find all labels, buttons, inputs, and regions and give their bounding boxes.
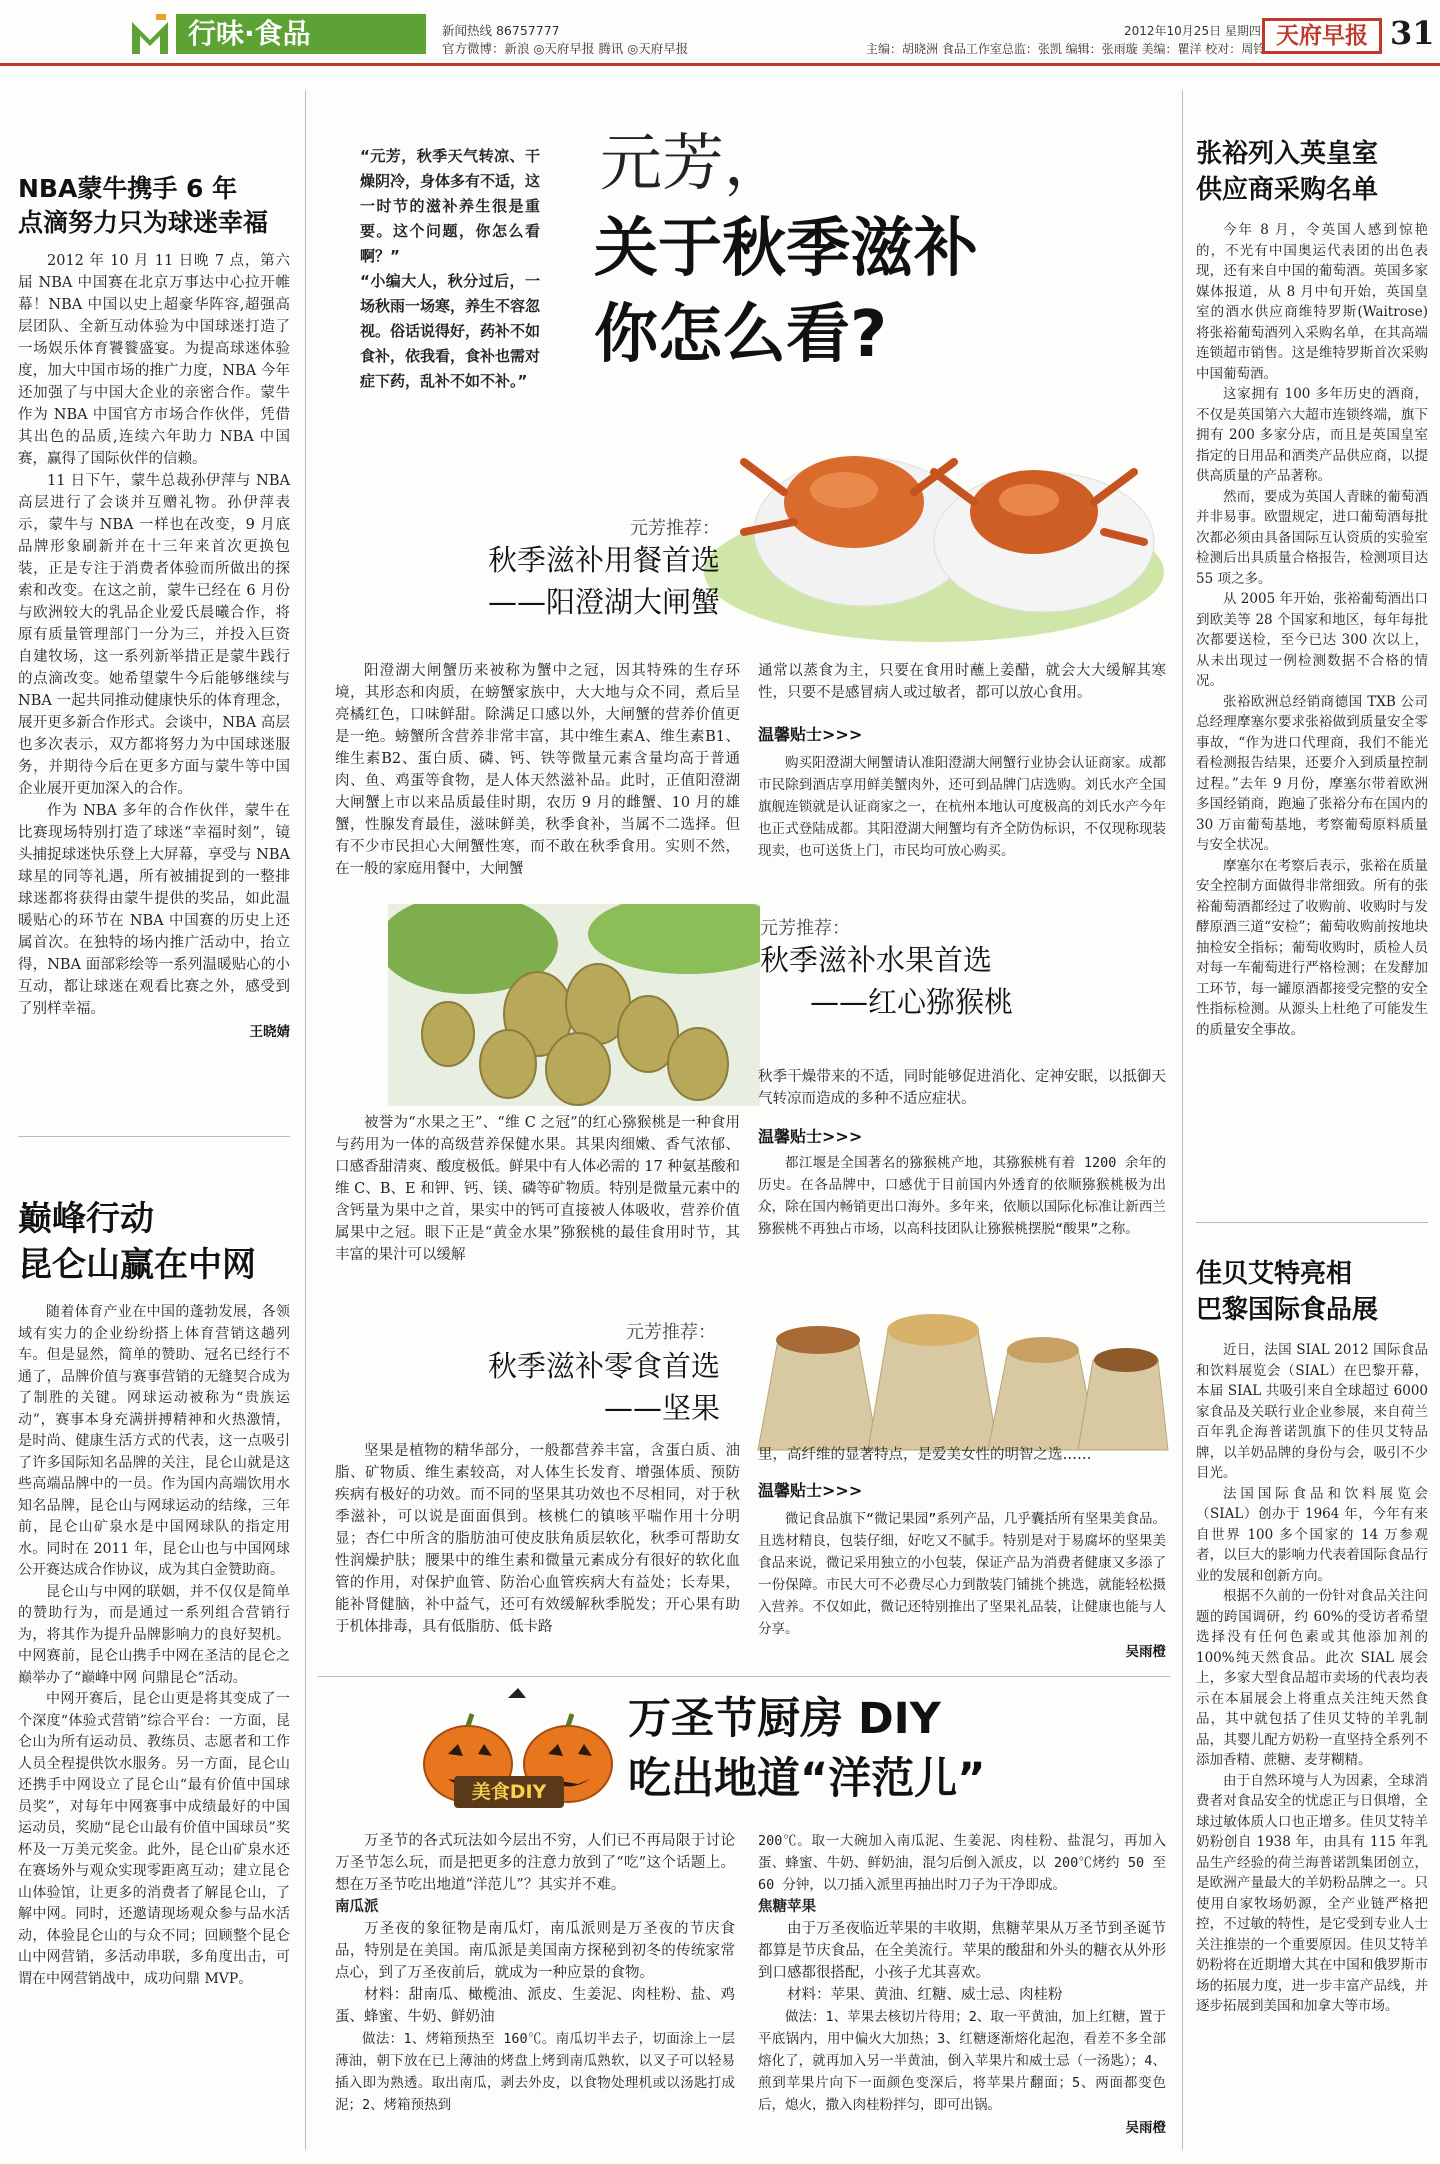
kunlun-article: [18, 1196, 290, 1990]
feature-title-3: 你怎么看?: [594, 298, 888, 372]
kunlun-para-1: 随着体育产业在中国的蓬勃发展，各领域有实力的企业纷纷搭上体育营销这趟列车。但是显然，简单的赞助、冠名已经行不通了，品牌价值与赛事营销的无缝契合成为了制胜的关键。网球运动被称为“贵族运动”，赛事本身充满拼搏精神和火热激情，是时尚、健康生活方式的代表，这一点吸引了许多国际知名品牌的关注，昆仑山就是这些高端品牌中的一员。作为国内高端饮用水知名品牌，昆仑山与网球运动的结缘，三年前，昆仑山矿泉水是中国网球队的指定用水。同时在 2011 年，昆仑山也与中国网球公开赛达成合作协议，成为其白金赞助商。: [18, 1304, 290, 1578]
pumpkin-title: 南瓜派: [335, 1899, 379, 1915]
bellamy-para-3: 根据不久前的一份针对食品关注问题的跨国调研，约 60%的受访者希望选择没有任何色素或其他添加剂的 100%纯天然食品。此次 SIAL 展会上，多家大型食品超市卖场的代表均表示在本届展会上将重点关注纯天然食品，其中就包括了佳贝艾特的羊乳制品，其婴儿配方奶粉一直坚持全系列不添加香精、蔗糖、麦芽糊精。: [1196, 1588, 1428, 1768]
nuts-rec-label: 元芳推荐：: [626, 1322, 716, 1343]
nba-headline-2: 点滴努力只为球迷幸福: [18, 208, 269, 237]
diy-col-2: [758, 1830, 1166, 2136]
crab-body-b: 通常以蒸食为主，只要在食用时蘸上姜醋，就会大大缓解其寒性，只要不是感冒病人或过敏者，都可以放心食用。: [758, 663, 1166, 701]
pumpkin-materials: 材料：甜南瓜、橄榄油、派皮、生姜泥、肉桂粉、盐、鸡蛋、蜂蜜、牛奶、鲜奶油: [335, 1987, 735, 2025]
pumpkin-steps: 做法：1、烤箱预热至 160℃。南瓜切半去子，切面涂上一层薄油，朝下放在已上薄油的烤盘上烤到南瓜熟软，以叉子可以轻易插入即为熟透。取出南瓜，剥去外皮，以食物处理机或以汤匙打成泥；2、烤箱预热到: [335, 2031, 735, 2113]
staff-credits: 主编：胡晓洲 食品工作室总监：张凯 编辑：张雨璇 美编：瞿洋 校对：周铃: [866, 42, 1266, 56]
nuts-rec-title: 秋季滋补零食首选: [487, 1349, 720, 1383]
diy-headline-1: 万圣节厨房 DIY: [628, 1694, 941, 1744]
crab-photo: [684, 372, 1172, 648]
apple-desc: 由于万圣夜临近苹果的丰收期，焦糖苹果从万圣节到圣诞节都算是节庆食品，在全美流行。苹果的酸甜和外头的糖衣从外形到口感都很搭配，小孩子尤其喜欢。: [758, 1921, 1166, 1981]
pumpkin-steps-cont: 200℃。取一大碗加入南瓜泥、生姜泥、肉桂粉、盐混匀，再加入蛋、蜂蜜、牛奶、鲜奶油，混匀后倒入派皮，以 200℃烤约 50 至 60 分钟，以刀插入派里再抽出时刀子为干净即成。: [758, 1833, 1166, 1893]
diy-col-1: [335, 1830, 735, 2116]
divider: [318, 1676, 1170, 1677]
hotline: 新闻热线 86757777: [442, 23, 560, 38]
kiwi-body-a: 被誉为“水果之王”、“维 C 之冠”的红心猕猴桃是一种食用与药用为一体的高级营养保健水果。其果肉细嫩、香气浓郁、口感香甜清爽、酸度极低。鲜果中有人体必需的 17 种氨基酸和维 C、B、E 和钾、钙、镁、磷等矿物质。特别是微量元素中的含钙量为果中之首，果实中的钙可直接被人体吸收，营养价值属果中之冠。眼下正是“黄金水果”猕猴桃的最佳食用时节，其丰富的果汁可以缓解: [335, 1115, 740, 1263]
issue-date: 2012年10月25日 星期四: [1124, 24, 1261, 38]
kiwi-tip-label: 温馨贴士>>>: [758, 1127, 863, 1146]
nba-para-2: 11 日下午，蒙牛总裁孙伊萍与 NBA 高层进行了会谈并互赠礼物。孙伊萍表示，蒙牛与 NBA 一样也在改变，9 月底品牌形象刷新并在十三年来首次更换包装，正是专注于消费者体验而所做出的探索和改变。在这之前，蒙牛已经在 6 月份与欧洲较大的乳品企业爱氏晨曦合作，将原有质量管理部门一分为三，并投入巨资自建牧场，这一系列新举措正是蒙牛践行的点滴改变。她希望蒙牛今后能够继续与 NBA 一起共同推动健康快乐的体育理念，展开更多新合作形式。会谈中，NBA 高层也多次表示，双方都将努力为中国球迷服务，并期待今后在更多方面与蒙牛等中国企业展开更加深入的合作。: [18, 473, 290, 797]
crab-body-a: 阳澄湖大闸蟹历来被称为蟹中之冠，因其特殊的生存环境，其形态和肉质，在螃蟹家族中，大大地与众不同，煮后呈亮橘红色，口味鲜甜。除满足口感以外，大闸蟹的营养价值更是一绝。螃蟹所含营养非常丰富，其中维生素A、维生素B1、维生素B2、蛋白质、磷、钙、铁等微量元素含量均高于普通肉、鱼、鸡蛋等食物，是人体天然滋补品。此时，正值阳澄湖大闸蟹上市以来品质最佳时期，农历 9 月的雌蟹、10 月的雄蟹，性腺发育最佳，滋味鲜美，秋季食补，当属不二选择。但有不少市民担心大闸蟹性寒，而不敢在秋季食用。实则不然，在一般的家庭用餐中，大闸蟹: [335, 663, 740, 877]
kiwi-tip: 都江堰是全国著名的猕猴桃产地，其猕猴桃有着 1200 余年的历史。在各品牌中，口感优于目前国内外透育的依顺猕猴桃极为出众，除在国内畅销更出口海外。多年来，依顺以国际化标准让新西兰猕猴桃不再独占市场，以高科技团队让猕猴桃摆脱“酸果”之称。: [758, 1155, 1166, 1237]
kiwi-body-b: 秋季干燥带来的不适，同时能够促进消化、定神安眠，以抵御天气转凉而造成的多种不适应症状。: [758, 1069, 1166, 1107]
crab-rec-subtitle: ——阳澄湖大闸蟹: [487, 585, 720, 619]
feature-title-1: 元芳，: [600, 126, 787, 199]
apple-materials: 材料：苹果、黄油、红糖、威士忌、肉桂粉: [787, 1987, 1063, 2003]
crab-rec-title: 秋季滋补用餐首选: [487, 543, 720, 577]
diy-author: 吴雨橙: [1125, 2120, 1166, 2136]
nuts-author: 吴雨橙: [1125, 1644, 1166, 1660]
kunlun-headline-1: 巅峰行动: [18, 1199, 154, 1239]
crab-tip-label: 温馨贴士>>>: [758, 725, 863, 744]
wine-para-6: 摩塞尔在考察后表示，张裕在质量安全控制方面做得非常细致。所有的张裕葡萄酒都经过了收购前、收购时与发酵原酒三道“安检”；葡萄收购前按地块抽检安全指标；葡萄收购时，质检人员对每一车葡萄进行严格检测；在发酵加工环节，每一罐原酒都接受完整的安全性指标检测。从源头上杜绝了可能发生的质量安全事故。: [1196, 857, 1428, 1038]
nba-para-1: 2012 年 10 月 11 日晚 7 点，第六届 NBA 中国赛在北京万事达中心拉开帷幕！NBA 中国以史上超豪华阵容,超强高层团队、全新互动体验为中国球迷打造了一场娱乐体育饕餮盛宴。为提高球迷体验度，加大中国市场的推广力度，NBA 今年还加强了与中国大企业的亲密合作。蒙牛作为 NBA 中国官方市场合作伙伴，凭借其出色的品质,连续六年助力 NBA 中国赛，赢得了国际伙伴的信赖。: [18, 253, 290, 467]
wine-headline-2: 供应商采购名单: [1196, 175, 1379, 205]
nba-author: 王晓婧: [249, 1024, 290, 1040]
dialogue-quote: “元芳，秋季天气转凉、干燥阴冷，身体多有不适，这一时节的滋补养生很是重要。这个问题，你怎么看啊？” “小编大人，秋分过后，一场秋雨一场寒，养生不容忽视。俗话说得好，药补不如食补，依我看，食补也需对症下药，乱补不如不补。”: [360, 147, 541, 390]
bellamy-headline-2: 巴黎国际食品展: [1196, 1295, 1379, 1325]
nba-para-3: 作为 NBA 多年的合作伙伴，蒙牛在比赛现场特别打造了球迷“幸福时刻”，镜头捕捉球迷快乐登上大屏幕，享受与 NBA 球星的同等礼遇，所有被捕捉到的一整排球迷都将获得由蒙牛提供的奖品，如此温暖贴心的环节在 NBA 中国赛的历史上还属首次。在独特的场内推广活动中，抬立得，NBA 面部彩绘等一系列温暖贴心的小互动，都让球迷在观看比赛之外，感受到了别样幸福。: [18, 803, 290, 1017]
wine-para-3: 然而，要成为英国人青睐的葡萄酒并非易事。欧盟规定，进口葡萄酒每批次都必须由具备国际互认资质的实验室检测后出具质量合格报告，检测项目达 55 项之多。: [1196, 488, 1428, 587]
nuts-body-b: 里，高纤维的显著特点，是爱美女性的明智之选……: [758, 1447, 1092, 1463]
nba-article: [18, 172, 290, 1040]
kiwi-rec-subtitle: ——红心猕猴桃: [810, 985, 1014, 1019]
kiwi-rec-title: 秋季滋补水果首选: [760, 943, 993, 977]
nuts-tip-label: 温馨贴士>>>: [758, 1481, 863, 1500]
wine-para-1: 今年 8 月，令英国人感到惊艳的，不光有中国奥运代表团的出色表现，还有来自中国的葡萄酒。英国多家媒体报道，从 8 月中旬开始，英国皇室的酒水供应商维特罗斯(Waitrose)将张裕葡萄酒列入采购名单，在其高端连锁超市销售。这是维特罗斯首次采购中国葡萄酒。: [1196, 222, 1428, 382]
column-divider: [305, 90, 306, 2150]
diy-headline-2: 吃出地道“洋范儿”: [628, 1754, 986, 1804]
crab-tip: 购买阳澄湖大闸蟹请认准阳澄湖大闸蟹行业协会认证商家。成都市民除到酒店享用鲜美蟹肉外，还可到品牌门店选购。刘氏水产全国旗舰连锁就是认证商家之一，在杭州本地认可度极高的刘氏水产今年也正式登陆成都。其阳澄湖大闸蟹均有齐全防伪标识，不仅现称现装现卖，也可送货上门，市民均可放心购买。: [758, 755, 1166, 859]
kunlun-para-2: 昆仑山与中网的联姻，并不仅仅是简单的赞助行为，而是通过一系列组合营销行为，将其作为提升品牌影响力的良好契机。中网赛前，昆仑山携手中网在圣洁的昆仑之巅举办了“巅峰中网 问鼎昆仑”活动。: [18, 1583, 290, 1686]
bellamy-headline-1: 佳贝艾特亮相: [1196, 1259, 1353, 1289]
nuts-photo: [748, 1290, 1174, 1456]
crab-rec-label: 元芳推荐：: [630, 518, 720, 539]
newspaper-brand: 天府早报: [1262, 18, 1382, 54]
wine-article: [1196, 136, 1428, 1040]
logo-m-icon: [130, 14, 170, 56]
nuts-rec-subtitle: ——坚果: [603, 1391, 720, 1425]
kunlun-para-3: 中网开赛后，昆仑山更是将其变成了一个深度“体验式营销”综合平台：一方面，昆仑山为所有运动员、教练员、志愿者和工作人员全程提供饮水服务。另一方面，昆仑山还携手中网设立了昆仑山“最有价值中国球员奖”，对每年中网赛事中成绩最好的中国运动员，奖励“昆仑山最有价值中国球员”奖杯及一万美元奖金。此外，昆仑山矿泉水还在赛场外与观众实现零距离互动；建立昆仑山体验馆，让更多的消费者了解昆仑山，了解中网。同时，还邀请现场观众参与品水活动，体验昆仑山的与众不同；回顾整个昆仑山中网营销，多活动串联，多角度出击，可谓在中网营销战中，成功问鼎 MVP。: [18, 1691, 290, 1987]
feature-title-2: 关于秋季滋补: [594, 212, 978, 286]
kiwi-photo: [388, 904, 760, 1106]
apple-title: 焦糖苹果: [758, 1899, 816, 1915]
weibo-info: 官方微博：新浪 ◎天府早报 腾讯 ◎天府早报: [442, 41, 689, 56]
bellamy-para-2: 法国国际食品和饮料展览会（SIAL）创办于 1964 年，今年有来自世界 100 多个国家的 14 万参观者，以巨大的影响力代表着国际食品行业的发展和创新方向。: [1196, 1485, 1428, 1584]
nba-headline-1: NBA蒙牛携手 6 年: [18, 174, 238, 203]
pumpkin-desc: 万圣夜的象征物是南瓜灯，南瓜派则是万圣夜的节庆食品，特别是在美国。南瓜派是美国南方探秘到初冬的传统家常点心，到了万圣夜前后，就成为一种应景的食物。: [335, 1921, 735, 1981]
diy-badge: 美食DIY: [454, 1776, 564, 1808]
section-banner: 行味·食品: [176, 14, 426, 54]
diy-intro: 万圣节的各式玩法如今层出不穷，人们已不再局限于讨论万圣节怎么玩，而是把更多的注意力放到了“吃”这个话题上。想在万圣节吃出地道“洋范儿”？其实并不难。: [335, 1833, 735, 1893]
page-number: 31: [1390, 14, 1435, 52]
nuts-tip: 微记食品旗下“微记果园”系列产品，几乎囊括所有坚果美食品。且选材精良，包装仔细，好吃又不腻手。特别是对于易腐坏的坚果美食品来说，微记采用独立的小包装，保证产品为消费者健康又多添了一份保障。市民大可不必费尽心力到散装门铺挑个挑选，就能轻松摄入营养。不仅如此，微记还特别推出了坚果礼品装，让健康也能与人分享。: [758, 1511, 1166, 1637]
wine-para-5: 张裕欧洲总经销商德国 TXB 公司总经理摩塞尔要求张裕做到质量安全零事故，“作为进口代理商，我们不能光看检测报告结果，还要介入到质量控制过程。”去年 9 月份，摩塞尔带着欧洲多国经销商，跑遍了张裕分布在国内的 30 万亩葡萄基地，考察葡萄原料质量与安全状况。: [1196, 693, 1428, 853]
kunlun-headline-2: 昆仑山赢在中网: [18, 1245, 256, 1285]
wine-para-2: 这家拥有 100 多年历史的酒商，不仅是英国第六大超市连锁终端，旗下拥有 200 多家分店，而且是英国皇室指定的日用品和酒类产品供应商，以提供高质量的产品著称。: [1196, 386, 1428, 484]
nuts-body-a: 坚果是植物的精华部分，一般都营养丰富，含蛋白质、油脂、矿物质、维生素较高，对人体生长发育、增强体质、预防疾病有极好的功效。而不同的坚果其功效也不尽相同，对于秋季滋补，可以说是面面俱到。核桃仁的镇咳平喘作用十分明显；杏仁中所含的脂肪油可使皮肤角质层软化，秋季可帮助女性润燥护肤；腰果中的维生素和微量元素成分有很好的软化血管的作用，对保护血管、防治心血管疾病大有益处；长寿果，能补肾健脑，补中益气，还可有效缓解秋季脱发；开心果有助于机体排毒，具有低脂肪、低卡路: [335, 1443, 740, 1635]
column-divider: [1182, 90, 1183, 2150]
wine-para-4: 从 2005 年开始，张裕葡萄酒出口到欧美等 28 个国家和地区，每年每批次都要送检，至今已达 300 次以上，从未出现过一例检测数据不合格的情况。: [1196, 591, 1428, 689]
divider: [1196, 1222, 1428, 1223]
bellamy-article: [1196, 1256, 1428, 2017]
bellamy-para-4: 由于自然环境与人为因素，全球消费者对食品安全的忧虑正与日俱增，全球过敏体质人口也正增多。佳贝艾特羊奶粉创自 1938 年，由具有 115 年乳品生产经验的荷兰海普诺凯集团创立，是欧洲产量最大的羊奶粉品牌之一。只使用自家牧场奶源，全产业链严格把控，不过敏的特性，是它受到专业人士关注推崇的一个重要原因。佳贝艾特羊奶粉将在近期增大其在中国和俄罗斯市场的拓展力度，进一步丰富产品线，并逐步拓展到美国和加拿大等市场。: [1196, 1772, 1428, 2014]
kiwi-rec-label: 元芳推荐：: [760, 918, 850, 939]
page-header: [0, 0, 1440, 66]
bellamy-para-1: 近日，法国 SIAL 2012 国际食品和饮料展览会（SIAL）在巴黎开幕，本届 SIAL 共吸引来自全球超过 6000 家食品及关联行业企业参展，来自荷兰百年乳企海普诺凯旗下的佳贝艾特品牌，以羊奶品牌的身份与会，吸引不少目光。: [1196, 1342, 1428, 1481]
wine-headline-1: 张裕列入英皇室: [1196, 139, 1379, 169]
divider: [18, 1136, 290, 1137]
apple-steps: 做法：1、苹果去核切片待用；2、取一平黄油，加上红糖，置于平底锅内，用中偏火大加热；3、红糖逐渐熔化起泡，看差不多全部熔化了，就再加入另一半黄油，倒入苹果片和威士忌（一汤匙）；4、煎到苹果片向下一面颜色变深后，将苹果片翻面；5、两面都变色后，熄火，撒入肉桂粉拌匀，即可出锅。: [758, 2009, 1166, 2113]
